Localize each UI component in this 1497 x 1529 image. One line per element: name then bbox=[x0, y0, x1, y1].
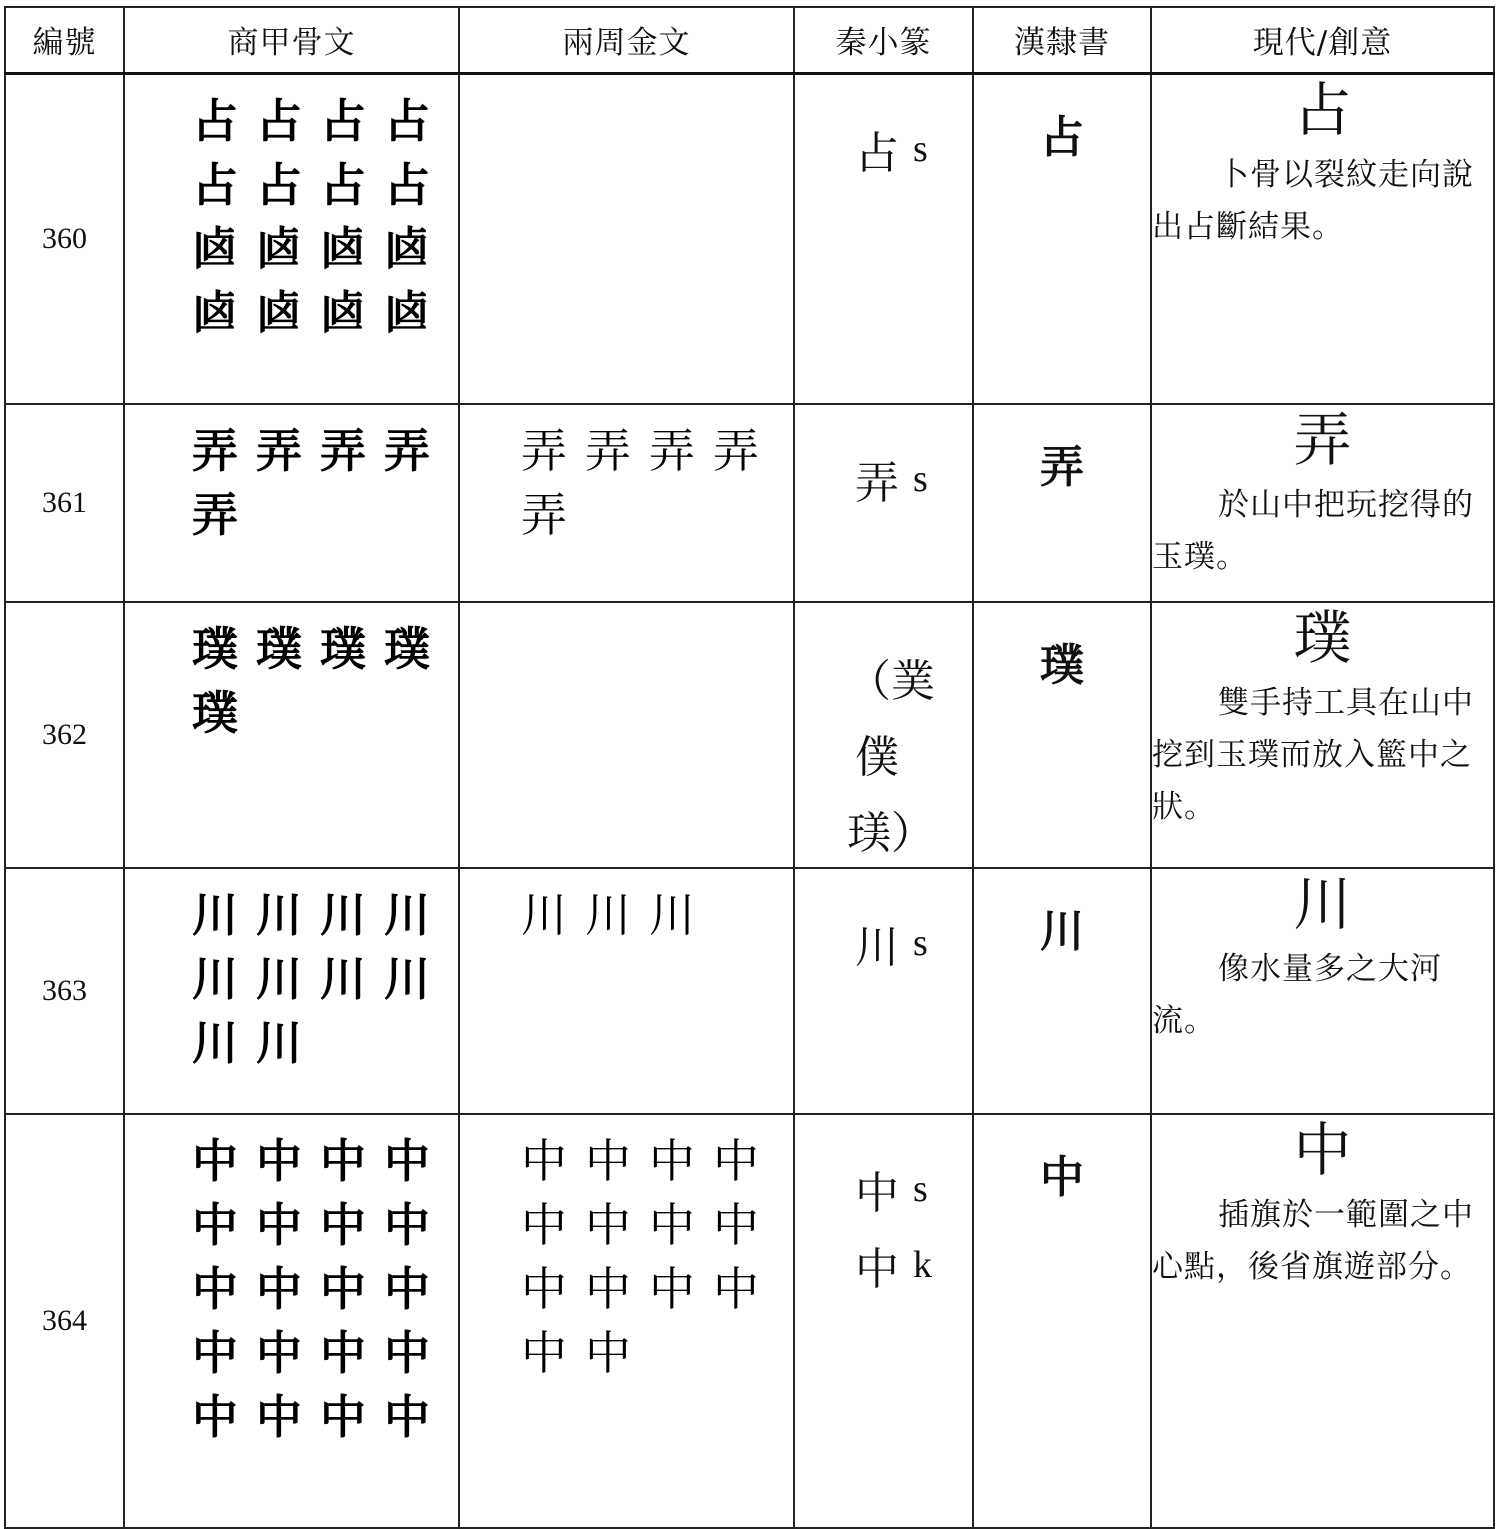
oracle-glyph: 𠧟 bbox=[192, 285, 238, 340]
oracle-glyph-grid bbox=[125, 869, 458, 1075]
modern-description: 插旗於一範圍之中心點，後省旗遊部分。 bbox=[1152, 1197, 1474, 1285]
bronze-glyph: 中 bbox=[521, 1198, 567, 1252]
oracle-glyph: 中 bbox=[192, 1390, 238, 1444]
entry-number: 361 bbox=[5, 404, 124, 602]
oracle-glyph: 中 bbox=[320, 1262, 366, 1316]
header-seal: 秦小篆 bbox=[794, 7, 973, 73]
seal-glyph: 占 bbox=[855, 127, 899, 179]
oracle-glyph: 中 bbox=[256, 1390, 302, 1444]
bronze-glyph: 中 bbox=[585, 1262, 631, 1316]
seal-script-forms bbox=[794, 602, 973, 868]
oracle-glyph: 川 bbox=[192, 952, 238, 1006]
clerical-glyph: 中 bbox=[1040, 1152, 1084, 1203]
oracle-glyph: 璞 bbox=[192, 622, 238, 676]
clerical-form bbox=[973, 602, 1151, 868]
seal-source: k bbox=[913, 1244, 932, 1286]
seal-list bbox=[795, 603, 972, 867]
oracle-glyph: 𠧟 bbox=[256, 221, 302, 276]
seal-script-forms bbox=[794, 1114, 973, 1528]
bronze-glyph-grid bbox=[460, 869, 793, 947]
seal-script-forms bbox=[794, 404, 973, 602]
oracle-bone-forms bbox=[124, 73, 459, 404]
seal-list bbox=[795, 869, 972, 981]
oracle-glyph: 占 bbox=[192, 93, 238, 148]
oracle-glyph: 中 bbox=[384, 1390, 430, 1444]
bronze-forms bbox=[459, 73, 794, 404]
bronze-forms bbox=[459, 868, 794, 1114]
modern-description: 雙手持工具在山中挖到玉璞而放入籃中之狀。 bbox=[1152, 685, 1474, 825]
oracle-glyph: 中 bbox=[256, 1326, 302, 1380]
oracle-glyph: 川 bbox=[320, 952, 366, 1006]
oracle-glyph: 弄 bbox=[320, 424, 366, 478]
oracle-glyph: 川 bbox=[256, 952, 302, 1006]
oracle-glyph: 璞 bbox=[192, 686, 238, 740]
entry-number: 364 bbox=[5, 1114, 124, 1528]
oracle-glyph-grid bbox=[125, 1115, 458, 1449]
oracle-bone-forms bbox=[124, 868, 459, 1114]
oracle-glyph: 中 bbox=[256, 1198, 302, 1252]
oracle-glyph: 川 bbox=[320, 888, 366, 942]
modern-character: 占 bbox=[1293, 75, 1352, 144]
oracle-glyph: 𠧟 bbox=[192, 221, 238, 276]
seal-line bbox=[847, 111, 972, 187]
bronze-glyph: 中 bbox=[713, 1198, 759, 1252]
oracle-glyph: 𠧟 bbox=[256, 285, 302, 340]
bronze-forms bbox=[459, 1114, 794, 1528]
clerical-form bbox=[973, 73, 1151, 404]
oracle-glyph: 𠧟 bbox=[384, 285, 430, 340]
seal-source: s bbox=[913, 458, 928, 500]
oracle-glyph: 弄 bbox=[256, 424, 302, 478]
modern-form bbox=[1151, 868, 1494, 1114]
character-evolution-table bbox=[4, 6, 1495, 1529]
bronze-glyph-grid bbox=[460, 1115, 793, 1385]
oracle-bone-forms bbox=[124, 404, 459, 602]
bronze-glyph: 弄 bbox=[521, 424, 567, 478]
oracle-glyph: 中 bbox=[256, 1134, 302, 1188]
seal-glyph: 𤧞） bbox=[847, 808, 935, 859]
modern-character: 璞 bbox=[1293, 604, 1352, 672]
seal-glyph: 僕 bbox=[855, 732, 899, 783]
bronze-glyph-grid bbox=[460, 603, 793, 617]
oracle-glyph: 川 bbox=[384, 888, 430, 942]
bronze-glyph: 中 bbox=[585, 1134, 631, 1188]
oracle-glyph: 中 bbox=[384, 1262, 430, 1316]
modern-form bbox=[1151, 404, 1494, 602]
header-row bbox=[5, 7, 1494, 73]
oracle-glyph: 中 bbox=[320, 1326, 366, 1380]
modern-description: 卜骨以裂紋走向說出占斷結果。 bbox=[1152, 156, 1474, 245]
clerical-glyph: 占 bbox=[1040, 111, 1084, 163]
modern-character: 川 bbox=[1293, 870, 1352, 938]
clerical-form bbox=[973, 868, 1151, 1114]
header-bronze: 兩周金文 bbox=[459, 7, 794, 73]
entry-number: 360 bbox=[5, 73, 124, 404]
bronze-glyph: 中 bbox=[649, 1134, 695, 1188]
bronze-forms bbox=[459, 404, 794, 602]
oracle-glyph: 𠧟 bbox=[384, 221, 430, 276]
oracle-glyph: 中 bbox=[192, 1198, 238, 1252]
seal-line bbox=[847, 715, 972, 791]
header-modern: 現代/創意 bbox=[1151, 7, 1494, 73]
bronze-glyph: 中 bbox=[585, 1198, 631, 1252]
bronze-glyph: 中 bbox=[713, 1134, 759, 1188]
oracle-glyph: 弄 bbox=[384, 424, 430, 478]
table-row bbox=[5, 1114, 1494, 1528]
oracle-glyph-grid bbox=[125, 405, 458, 547]
bronze-glyph: 中 bbox=[585, 1326, 631, 1380]
bronze-glyph: 中 bbox=[521, 1262, 567, 1316]
oracle-glyph: 川 bbox=[384, 952, 430, 1006]
clerical-form bbox=[973, 1114, 1151, 1528]
seal-glyph: 中 bbox=[855, 1244, 899, 1295]
bronze-glyph-grid bbox=[460, 405, 793, 547]
bronze-glyph: 川 bbox=[585, 888, 631, 942]
clerical-glyph: 川 bbox=[1040, 906, 1084, 957]
modern-description: 像水量多之大河流。 bbox=[1152, 951, 1442, 1039]
oracle-glyph: 中 bbox=[320, 1198, 366, 1252]
oracle-glyph: 占 bbox=[384, 157, 430, 212]
oracle-glyph: 川 bbox=[192, 888, 238, 942]
seal-list bbox=[795, 75, 972, 187]
bronze-glyph: 中 bbox=[521, 1134, 567, 1188]
bronze-glyph: 川 bbox=[649, 888, 695, 942]
modern-form bbox=[1151, 73, 1494, 404]
table-row bbox=[5, 73, 1494, 404]
oracle-glyph: 中 bbox=[256, 1262, 302, 1316]
oracle-glyph: 璞 bbox=[320, 622, 366, 676]
entry-number: 362 bbox=[5, 602, 124, 868]
seal-source: s bbox=[913, 922, 928, 964]
clerical-glyph: 弄 bbox=[1040, 442, 1084, 493]
modern-character: 弄 bbox=[1293, 406, 1352, 474]
seal-glyph: （菐 bbox=[847, 656, 935, 707]
clerical-glyph: 璞 bbox=[1040, 640, 1084, 691]
oracle-glyph: 𠧟 bbox=[320, 221, 366, 276]
modern-character: 中 bbox=[1293, 1116, 1352, 1184]
seal-glyph: 弄 bbox=[855, 458, 899, 509]
modern-description: 於山中把玩挖得的玉璞。 bbox=[1152, 487, 1474, 575]
oracle-glyph-grid bbox=[125, 603, 458, 745]
bronze-glyph: 弄 bbox=[713, 424, 759, 478]
oracle-glyph-grid bbox=[125, 75, 458, 345]
oracle-glyph: 占 bbox=[384, 93, 430, 148]
oracle-glyph: 弄 bbox=[192, 488, 238, 542]
seal-line bbox=[847, 639, 972, 715]
oracle-glyph: 中 bbox=[384, 1198, 430, 1252]
header-oracle: 商甲骨文 bbox=[124, 7, 459, 73]
seal-line bbox=[847, 1227, 972, 1303]
oracle-glyph: 川 bbox=[256, 1016, 302, 1070]
bronze-glyph-grid bbox=[460, 75, 793, 89]
oracle-glyph: 中 bbox=[320, 1134, 366, 1188]
oracle-glyph: 弄 bbox=[192, 424, 238, 478]
seal-source: s bbox=[913, 127, 928, 170]
seal-script-forms bbox=[794, 73, 973, 404]
seal-line bbox=[847, 1151, 972, 1227]
oracle-glyph: 璞 bbox=[384, 622, 430, 676]
modern-form bbox=[1151, 1114, 1494, 1528]
table-row bbox=[5, 868, 1494, 1114]
table-row bbox=[5, 602, 1494, 868]
seal-glyph: 川 bbox=[855, 922, 899, 973]
clerical-form bbox=[973, 404, 1151, 602]
bronze-glyph: 川 bbox=[521, 888, 567, 942]
bronze-glyph: 中 bbox=[649, 1262, 695, 1316]
oracle-glyph: 𠧟 bbox=[320, 285, 366, 340]
bronze-glyph: 中 bbox=[649, 1198, 695, 1252]
seal-line bbox=[847, 441, 972, 517]
bronze-glyph: 中 bbox=[521, 1326, 567, 1380]
oracle-glyph: 中 bbox=[192, 1262, 238, 1316]
seal-list bbox=[795, 1115, 972, 1303]
oracle-glyph: 占 bbox=[192, 157, 238, 212]
oracle-glyph: 占 bbox=[320, 157, 366, 212]
bronze-glyph: 弄 bbox=[649, 424, 695, 478]
seal-line bbox=[847, 905, 972, 981]
oracle-bone-forms bbox=[124, 602, 459, 868]
oracle-glyph: 中 bbox=[192, 1134, 238, 1188]
bronze-glyph: 弄 bbox=[585, 424, 631, 478]
seal-list bbox=[795, 405, 972, 517]
oracle-glyph: 中 bbox=[320, 1390, 366, 1444]
oracle-glyph: 璞 bbox=[256, 622, 302, 676]
oracle-glyph: 中 bbox=[384, 1134, 430, 1188]
oracle-glyph: 占 bbox=[256, 93, 302, 148]
seal-line bbox=[847, 791, 972, 867]
header-clerical: 漢隸書 bbox=[973, 7, 1151, 73]
bronze-glyph: 中 bbox=[713, 1262, 759, 1316]
seal-script-forms bbox=[794, 868, 973, 1114]
oracle-glyph: 中 bbox=[192, 1326, 238, 1380]
seal-source: s bbox=[913, 1168, 928, 1210]
oracle-glyph: 占 bbox=[256, 157, 302, 212]
oracle-glyph: 川 bbox=[192, 1016, 238, 1070]
oracle-bone-forms bbox=[124, 1114, 459, 1528]
bronze-glyph: 弄 bbox=[521, 488, 567, 542]
oracle-glyph: 中 bbox=[384, 1326, 430, 1380]
bronze-forms bbox=[459, 602, 794, 868]
entry-number: 363 bbox=[5, 868, 124, 1114]
header-num: 編號 bbox=[5, 7, 124, 73]
table-row bbox=[5, 404, 1494, 602]
seal-glyph: 中 bbox=[855, 1168, 899, 1219]
modern-form bbox=[1151, 602, 1494, 868]
oracle-glyph: 占 bbox=[320, 93, 366, 148]
oracle-glyph: 川 bbox=[256, 888, 302, 942]
